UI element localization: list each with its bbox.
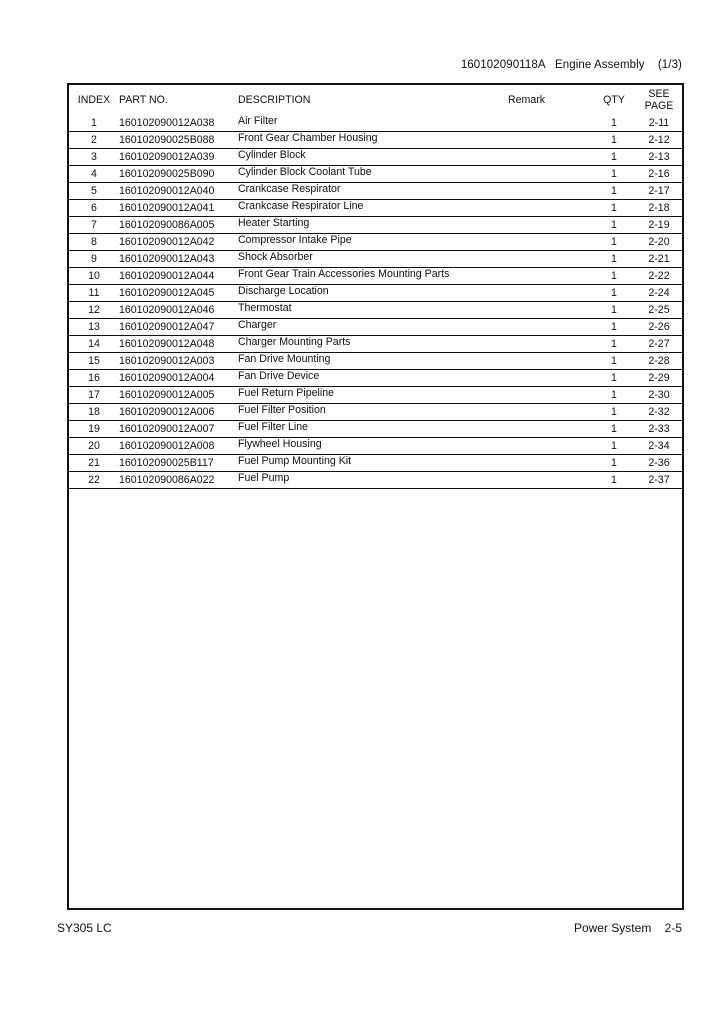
cell-qty: 1 xyxy=(592,319,636,336)
cell-qty: 1 xyxy=(592,387,636,404)
cell-remark xyxy=(508,336,592,353)
cell-remark xyxy=(508,268,592,285)
table-row xyxy=(69,200,682,217)
page-of: (1/3) xyxy=(657,59,682,71)
cell-index: 3 xyxy=(69,149,119,166)
description-text: Fuel Return Pipeline xyxy=(238,387,334,399)
cell-index: 12 xyxy=(69,302,119,319)
cell-description xyxy=(238,132,508,149)
description-text: Heater Starting xyxy=(238,217,310,229)
cell-part-no: 160102090012A005 xyxy=(119,387,238,404)
cell-remark xyxy=(508,200,592,217)
cell-remark xyxy=(508,370,592,387)
cell-qty: 1 xyxy=(592,455,636,472)
cell-see-page: 2-24 xyxy=(636,285,682,302)
cell-qty: 1 xyxy=(592,166,636,183)
cell-description xyxy=(238,149,508,166)
footer-page-info xyxy=(574,921,682,935)
cell-description xyxy=(238,285,508,302)
cell-see-page: 2-25 xyxy=(636,302,682,319)
description-text: Cylinder Block xyxy=(238,149,306,161)
footer-section: Power System xyxy=(573,921,652,935)
table-row xyxy=(69,370,682,387)
cell-qty: 1 xyxy=(592,200,636,217)
cell-index: 19 xyxy=(69,421,119,438)
cell-see-page: 2-21 xyxy=(636,251,682,268)
cell-index: 7 xyxy=(69,217,119,234)
cell-see-page: 2-20 xyxy=(636,234,682,251)
table-row xyxy=(69,336,682,353)
cell-qty: 1 xyxy=(592,115,636,132)
description-text: Flywheel Housing xyxy=(238,438,322,450)
table-header-row xyxy=(69,85,682,115)
description-text: Fuel Filter Position xyxy=(238,404,326,416)
cell-see-page: 2-27 xyxy=(636,336,682,353)
description-text: Compressor Intake Pipe xyxy=(238,234,352,246)
cell-qty: 1 xyxy=(592,336,636,353)
cell-see-page: 2-37 xyxy=(636,472,682,489)
cell-see-page: 2-36 xyxy=(636,455,682,472)
table-row xyxy=(69,115,682,132)
table-row xyxy=(69,251,682,268)
cell-see-page: 2-29 xyxy=(636,370,682,387)
table-row xyxy=(69,149,682,166)
col-remark: Remark xyxy=(508,94,546,106)
description-text: Cylinder Block Coolant Tube xyxy=(238,166,372,178)
cell-description xyxy=(238,268,508,285)
cell-index: 15 xyxy=(69,353,119,370)
cell-description xyxy=(238,421,508,438)
cell-qty: 1 xyxy=(592,285,636,302)
description-text: Fuel Pump xyxy=(238,472,290,484)
cell-index: 16 xyxy=(69,370,119,387)
cell-description xyxy=(238,115,508,132)
cell-remark xyxy=(508,285,592,302)
cell-index: 6 xyxy=(69,200,119,217)
table-row xyxy=(69,404,682,421)
cell-qty: 1 xyxy=(592,370,636,387)
cell-description xyxy=(238,370,508,387)
cell-remark xyxy=(508,319,592,336)
cell-see-page: 2-30 xyxy=(636,387,682,404)
cell-part-no: 160102090012A040 xyxy=(119,183,238,200)
cell-description xyxy=(238,234,508,251)
cell-part-no: 160102090012A004 xyxy=(119,370,238,387)
col-see-page xyxy=(636,85,682,115)
footer-page: 2-5 xyxy=(664,921,682,935)
description-text: Air Filter xyxy=(238,115,278,127)
cell-remark xyxy=(508,404,592,421)
table-row xyxy=(69,285,682,302)
cell-description xyxy=(238,217,508,234)
cell-part-no: 160102090012A042 xyxy=(119,234,238,251)
cell-part-no: 160102090086A005 xyxy=(119,217,238,234)
cell-description xyxy=(238,200,508,217)
cell-part-no: 160102090012A007 xyxy=(119,421,238,438)
col-qty: QTY xyxy=(603,94,625,106)
cell-see-page: 2-19 xyxy=(636,217,682,234)
cell-qty: 1 xyxy=(592,268,636,285)
parts-list-frame xyxy=(67,83,684,910)
cell-index: 17 xyxy=(69,387,119,404)
table-row xyxy=(69,132,682,149)
cell-index: 20 xyxy=(69,438,119,455)
cell-part-no: 160102090012A044 xyxy=(119,268,238,285)
cell-description xyxy=(238,438,508,455)
cell-part-no: 160102090012A046 xyxy=(119,302,238,319)
cell-index: 4 xyxy=(69,166,119,183)
cell-part-no: 160102090025B090 xyxy=(119,166,238,183)
description-text: Discharge Location xyxy=(238,285,329,297)
table-row xyxy=(69,166,682,183)
cell-see-page: 2-12 xyxy=(636,132,682,149)
cell-index: 14 xyxy=(69,336,119,353)
cell-remark xyxy=(508,472,592,489)
cell-qty: 1 xyxy=(592,251,636,268)
cell-description xyxy=(238,455,508,472)
description-text: Charger xyxy=(238,319,277,331)
cell-description xyxy=(238,166,508,183)
table-row xyxy=(69,302,682,319)
col-index: INDEX xyxy=(77,94,111,106)
description-text: Front Gear Chamber Housing xyxy=(238,132,378,144)
cell-remark xyxy=(508,438,592,455)
description-text: Fan Drive Device xyxy=(238,370,320,382)
cell-see-page: 2-11 xyxy=(636,115,682,132)
description-text: Thermostat xyxy=(238,302,292,314)
cell-part-no: 160102090012A006 xyxy=(119,404,238,421)
cell-remark xyxy=(508,149,592,166)
cell-remark xyxy=(508,132,592,149)
cell-see-page: 2-28 xyxy=(636,353,682,370)
cell-remark xyxy=(508,302,592,319)
description-text: Crankcase Respirator xyxy=(238,183,341,195)
table-row xyxy=(69,234,682,251)
cell-see-page: 2-26 xyxy=(636,319,682,336)
description-text: Fuel Filter Line xyxy=(238,421,309,433)
cell-description xyxy=(238,472,508,489)
cell-part-no: 160102090012A047 xyxy=(119,319,238,336)
cell-remark xyxy=(508,166,592,183)
cell-index: 9 xyxy=(69,251,119,268)
cell-part-no: 160102090012A008 xyxy=(119,438,238,455)
cell-qty: 1 xyxy=(592,438,636,455)
see-line: SEE xyxy=(648,88,670,100)
cell-description xyxy=(238,251,508,268)
cell-index: 2 xyxy=(69,132,119,149)
table-row xyxy=(69,353,682,370)
cell-part-no: 160102090012A043 xyxy=(119,251,238,268)
cell-part-no: 160102090012A045 xyxy=(119,285,238,302)
cell-remark xyxy=(508,353,592,370)
cell-description xyxy=(238,183,508,200)
cell-remark xyxy=(508,455,592,472)
cell-index: 21 xyxy=(69,455,119,472)
table-row xyxy=(69,319,682,336)
cell-part-no: 160102090025B117 xyxy=(119,455,238,472)
cell-see-page: 2-33 xyxy=(636,421,682,438)
cell-qty: 1 xyxy=(592,353,636,370)
cell-remark xyxy=(508,421,592,438)
cell-qty: 1 xyxy=(592,421,636,438)
cell-part-no: 160102090086A022 xyxy=(119,472,238,489)
table-body xyxy=(69,115,682,489)
cell-description xyxy=(238,319,508,336)
cell-see-page: 2-17 xyxy=(636,183,682,200)
cell-qty: 1 xyxy=(592,404,636,421)
cell-part-no: 160102090025B088 xyxy=(119,132,238,149)
cell-description xyxy=(238,404,508,421)
cell-description xyxy=(238,387,508,404)
cell-remark xyxy=(508,183,592,200)
cell-index: 1 xyxy=(69,115,119,132)
cell-qty: 1 xyxy=(592,132,636,149)
cell-qty: 1 xyxy=(592,302,636,319)
footer-model: SY305 LC xyxy=(57,921,112,935)
cell-see-page: 2-16 xyxy=(636,166,682,183)
table-row xyxy=(69,268,682,285)
cell-see-page: 2-32 xyxy=(636,404,682,421)
cell-index: 8 xyxy=(69,234,119,251)
cell-description xyxy=(238,336,508,353)
cell-index: 18 xyxy=(69,404,119,421)
cell-see-page: 2-18 xyxy=(636,200,682,217)
cell-description xyxy=(238,353,508,370)
cell-index: 10 xyxy=(69,268,119,285)
cell-see-page: 2-13 xyxy=(636,149,682,166)
table-row xyxy=(69,421,682,438)
assembly-title: Engine Assembly xyxy=(554,59,645,71)
description-text: Fan Drive Mounting xyxy=(238,353,331,365)
cell-part-no: 160102090012A003 xyxy=(119,353,238,370)
description-text: Charger Mounting Parts xyxy=(238,336,351,348)
col-description: DESCRIPTION xyxy=(238,94,311,106)
cell-see-page: 2-34 xyxy=(636,438,682,455)
description-text: Fuel Pump Mounting Kit xyxy=(238,455,352,467)
cell-remark xyxy=(508,234,592,251)
description-text: Crankcase Respirator Line xyxy=(238,200,364,212)
cell-remark xyxy=(508,217,592,234)
cell-part-no: 160102090012A048 xyxy=(119,336,238,353)
table-row xyxy=(69,183,682,200)
cell-qty: 1 xyxy=(592,234,636,251)
cell-qty: 1 xyxy=(592,183,636,200)
cell-remark xyxy=(508,387,592,404)
description-text: Front Gear Train Accessories Mounting Parts xyxy=(238,268,450,280)
cell-qty: 1 xyxy=(592,149,636,166)
cell-qty: 1 xyxy=(592,217,636,234)
cell-remark xyxy=(508,251,592,268)
table-row xyxy=(69,472,682,489)
cell-part-no: 160102090012A038 xyxy=(119,115,238,132)
table-row xyxy=(69,438,682,455)
table-row xyxy=(69,455,682,472)
cell-index: 11 xyxy=(69,285,119,302)
cell-remark xyxy=(508,115,592,132)
doc-number: 160102090118A xyxy=(460,59,546,71)
table-row xyxy=(69,387,682,404)
page-header xyxy=(461,59,682,71)
page-line: PAGE xyxy=(644,100,674,112)
parts-table xyxy=(69,85,682,489)
cell-description xyxy=(238,302,508,319)
cell-part-no: 160102090012A041 xyxy=(119,200,238,217)
cell-index: 22 xyxy=(69,472,119,489)
table-row xyxy=(69,217,682,234)
cell-part-no: 160102090012A039 xyxy=(119,149,238,166)
cell-index: 13 xyxy=(69,319,119,336)
cell-qty: 1 xyxy=(592,472,636,489)
description-text: Shock Absorber xyxy=(238,251,313,263)
cell-index: 5 xyxy=(69,183,119,200)
cell-see-page: 2-22 xyxy=(636,268,682,285)
col-part-no: PART NO. xyxy=(119,94,168,106)
